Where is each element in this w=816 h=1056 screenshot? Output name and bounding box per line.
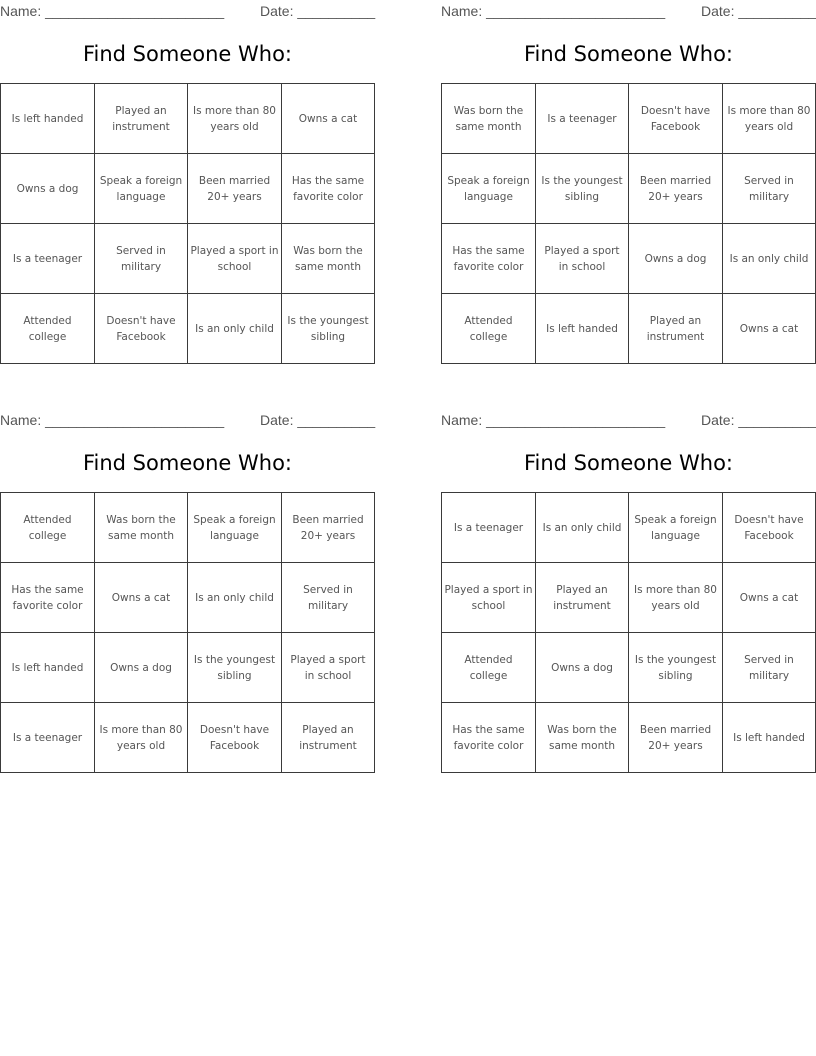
bingo-cell: Was born the same month (95, 493, 188, 563)
bingo-cell: Speak a foreign language (442, 154, 536, 224)
bingo-cell: Been married 20+ years (629, 703, 723, 772)
bingo-grid (0, 83, 375, 364)
bingo-cell: Is more than 80 years old (723, 84, 815, 154)
bingo-cell: Is more than 80 years old (629, 563, 723, 633)
bingo-cell: Is an only child (188, 294, 282, 363)
bingo-cell: Played an instrument (299, 723, 357, 752)
bingo-cell: Been married 20+ years (188, 154, 282, 224)
bingo-cell: Is a teenager (1, 224, 95, 294)
bingo-grid (441, 83, 816, 364)
card-title: Find Someone Who: (523, 451, 733, 475)
date-field: Date: __________ (701, 3, 816, 19)
bingo-cell: Is the youngest sibling (629, 633, 723, 703)
bingo-cell: Served in military (723, 154, 815, 224)
bingo-cell: Played a sport in school (188, 224, 282, 294)
name-field: Name: _______________________ (441, 412, 666, 428)
bingo-cell: Played an instrument (629, 294, 723, 363)
card-title: Find Someone Who: (523, 42, 733, 66)
bingo-cell: Played an instrument (536, 563, 629, 633)
bingo-cell: Is a teenager (536, 84, 629, 154)
bingo-cell: Doesn't have Facebook (95, 294, 188, 363)
bingo-cell: Speak a foreign language (629, 493, 723, 563)
bingo-cell: Been married 20+ years (629, 154, 723, 224)
bingo-cell: Is the youngest sibling (188, 633, 282, 703)
card-title: Find Someone Who: (82, 42, 292, 66)
bingo-cell: Is an only child (723, 224, 815, 294)
bingo-cell: Been married 20+ years (282, 493, 374, 563)
bingo-cell: Attended college (1, 294, 95, 363)
bingo-cell: Served in military (723, 633, 815, 703)
bingo-cell: Owns a dog (95, 633, 188, 703)
bingo-card-3 (0, 409, 376, 789)
bingo-cell: Doesn't have Facebook (188, 703, 282, 772)
bingo-cell: Owns a cat (723, 563, 815, 633)
name-field: Name: _______________________ (0, 412, 225, 428)
bingo-card-2 (441, 0, 816, 380)
bingo-cell: Is left handed (536, 294, 629, 363)
bingo-cell: Owns a cat (95, 563, 188, 633)
bingo-cell: Has the same favorite color (442, 224, 536, 294)
bingo-cell: Is the youngest sibling (287, 314, 369, 343)
bingo-cell: Speak a foreign language (188, 493, 282, 563)
bingo-cell: Owns a dog (629, 224, 723, 294)
bingo-cell: Is the youngest sibling (536, 154, 629, 224)
card-title: Find Someone Who: (82, 451, 292, 475)
date-field: Date: __________ (701, 412, 816, 428)
bingo-cell: Doesn't have Facebook (629, 84, 723, 154)
bingo-card-4 (441, 409, 816, 789)
bingo-cell: Is left handed (1, 633, 95, 703)
bingo-cell: Is more than 80 years old (95, 703, 188, 772)
bingo-cell: Owns a cat (739, 322, 799, 335)
bingo-cell: Owns a cat (282, 84, 374, 154)
bingo-cell: Played an instrument (95, 84, 188, 154)
date-field: Date: __________ (260, 412, 376, 428)
bingo-cell: Is an only child (188, 563, 282, 633)
name-field: Name: _______________________ (0, 3, 225, 19)
bingo-cell: Owns a dog (536, 633, 629, 703)
bingo-cell: Owns a dog (1, 154, 95, 224)
bingo-cell: Served in military (95, 224, 188, 294)
bingo-grid (0, 492, 375, 773)
bingo-cell: Has the same favorite color (282, 154, 374, 224)
bingo-cell: Speak a foreign language (95, 154, 188, 224)
bingo-cell: Played a sport in school (282, 633, 374, 703)
name-field: Name: _______________________ (441, 3, 666, 19)
bingo-cell: Has the same favorite color (1, 563, 95, 633)
bingo-cell: Attended college (1, 493, 95, 563)
bingo-cell: Is left handed (1, 84, 95, 154)
bingo-cell: Is more than 80 years old (188, 84, 282, 154)
bingo-grid (441, 492, 816, 773)
bingo-cell: Served in military (282, 563, 374, 633)
bingo-cell: Played a sport in school (536, 224, 629, 294)
bingo-cell: Is left handed (733, 731, 805, 744)
bingo-card-1 (0, 0, 376, 380)
bingo-cell: Attended college (442, 294, 536, 363)
bingo-cell: Was born the same month (442, 84, 536, 154)
bingo-cell: Is a teenager (1, 703, 95, 772)
bingo-cell: Was born the same month (536, 703, 629, 772)
bingo-cell: Attended college (442, 633, 536, 703)
bingo-cell: Has the same favorite color (442, 703, 536, 772)
date-field: Date: __________ (260, 3, 376, 19)
bingo-cell: Doesn't have Facebook (723, 493, 815, 563)
bingo-cell: Is a teenager (442, 493, 536, 563)
bingo-cell: Is an only child (536, 493, 629, 563)
bingo-cell: Was born the same month (282, 224, 374, 294)
bingo-cell: Played a sport in school (442, 563, 536, 633)
